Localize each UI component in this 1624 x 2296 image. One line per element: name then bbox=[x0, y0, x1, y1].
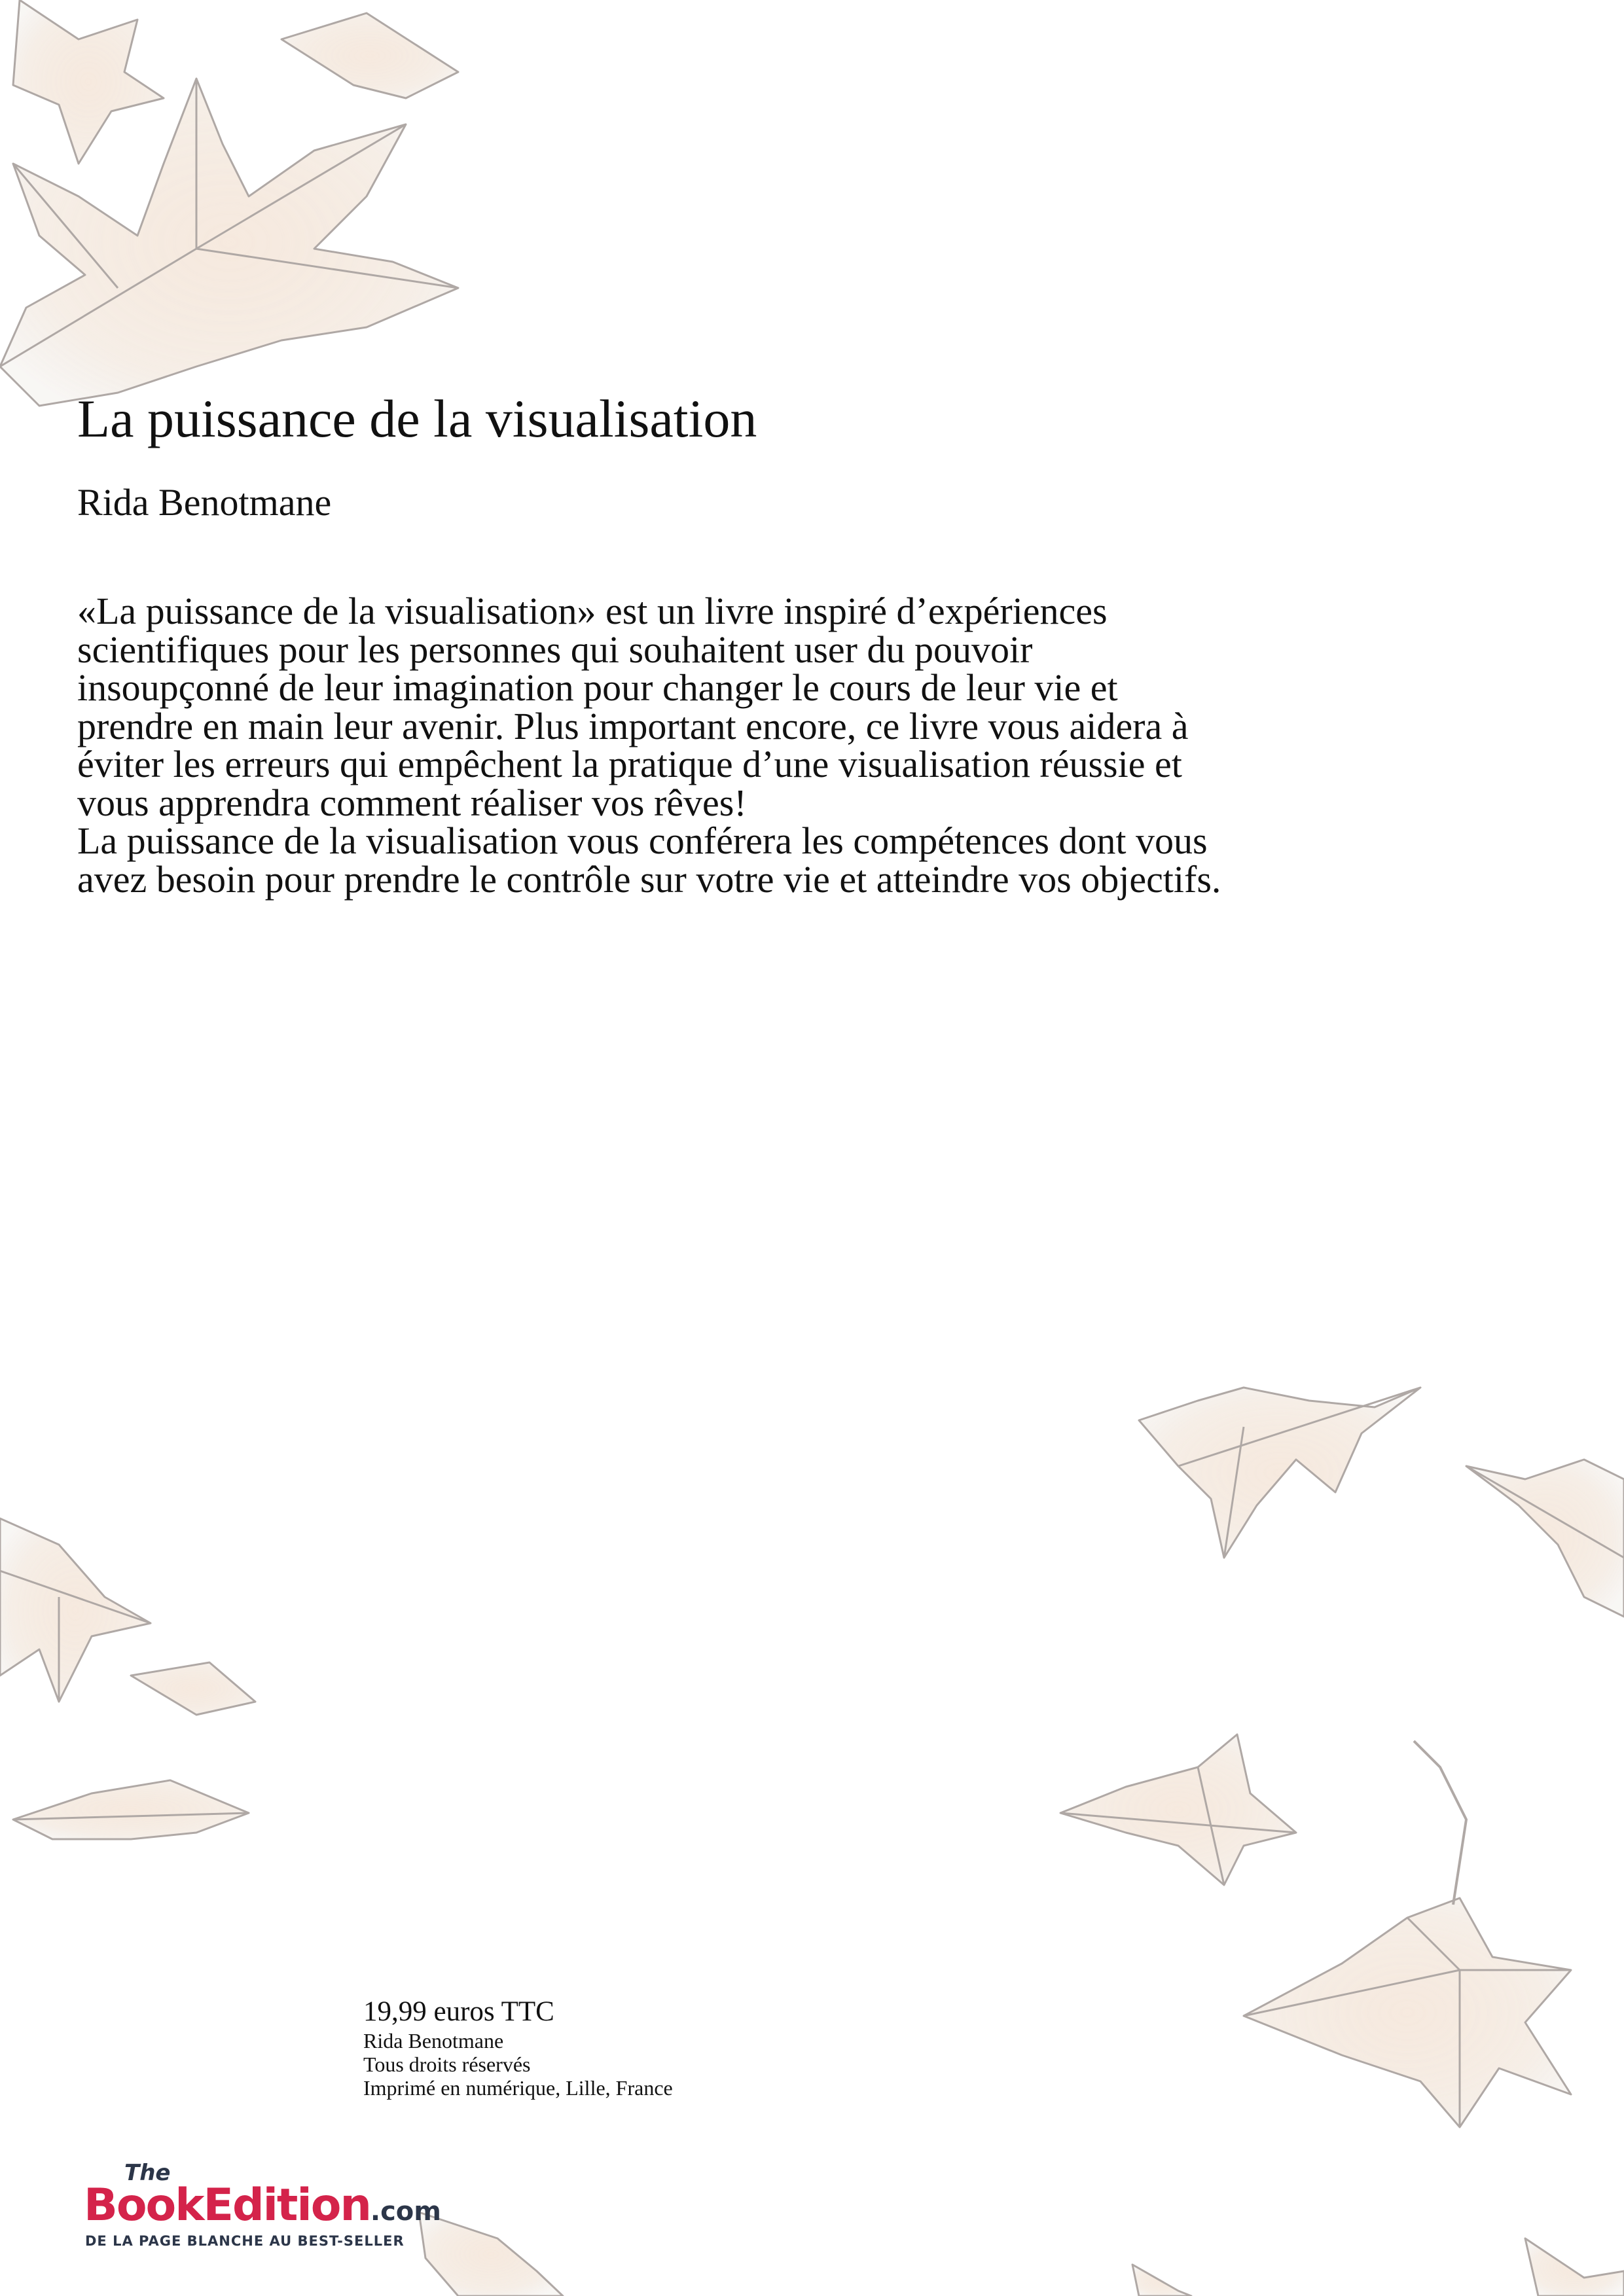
logo-name bbox=[84, 2179, 441, 2231]
price: 19,99 euros TTC bbox=[363, 1996, 554, 2027]
blurb-paragraph-2: La puissance de la visualisation vous conférera les compétences dont vous avez besoin pour prendre le contrôle sur votre vie et atteindre vos objectifs. bbox=[77, 819, 1221, 901]
imprint-author: Rida Benotmane bbox=[363, 2029, 504, 2053]
logo-name-text: BookEdition bbox=[84, 2179, 370, 2231]
logo-suffix: .com bbox=[370, 2197, 441, 2227]
book-title: La puissance de la visualisation bbox=[77, 389, 757, 448]
book-author: Rida Benotmane bbox=[77, 481, 332, 524]
imprint-block bbox=[363, 1995, 673, 2100]
printing-location: Imprimé en numérique, Lille, France bbox=[363, 2076, 673, 2100]
publisher-logo bbox=[84, 2160, 477, 2258]
leaf-mid-left bbox=[0, 1518, 151, 1702]
leaf-right-top bbox=[1139, 1388, 1420, 1558]
blurb-paragraph-1: «La puissance de la visualisation» est un livre inspiré d’expériences scientifiques pour les personnes qui souhaitent user du pouvoir insoupçonné de leur imagination pour changer le cours de leur vie et prendre en main leur avenir. Plus important encore, ce livre vous aidera à éviter les erreurs qui empêchent la pratique d’une visualisation réussie et vous apprendra comment réaliser vos rêves! bbox=[77, 590, 1189, 824]
leaf-right-bottom bbox=[1244, 1898, 1571, 2127]
logo-prefix: The bbox=[124, 2160, 171, 2186]
logo-tagline: DE LA PAGE BLANCHE AU BEST-SELLER bbox=[85, 2233, 405, 2249]
leaf-right-mid bbox=[1060, 1734, 1296, 1885]
back-cover-blurb bbox=[77, 592, 1229, 899]
rights-notice: Tous droits réservés bbox=[363, 2053, 531, 2076]
